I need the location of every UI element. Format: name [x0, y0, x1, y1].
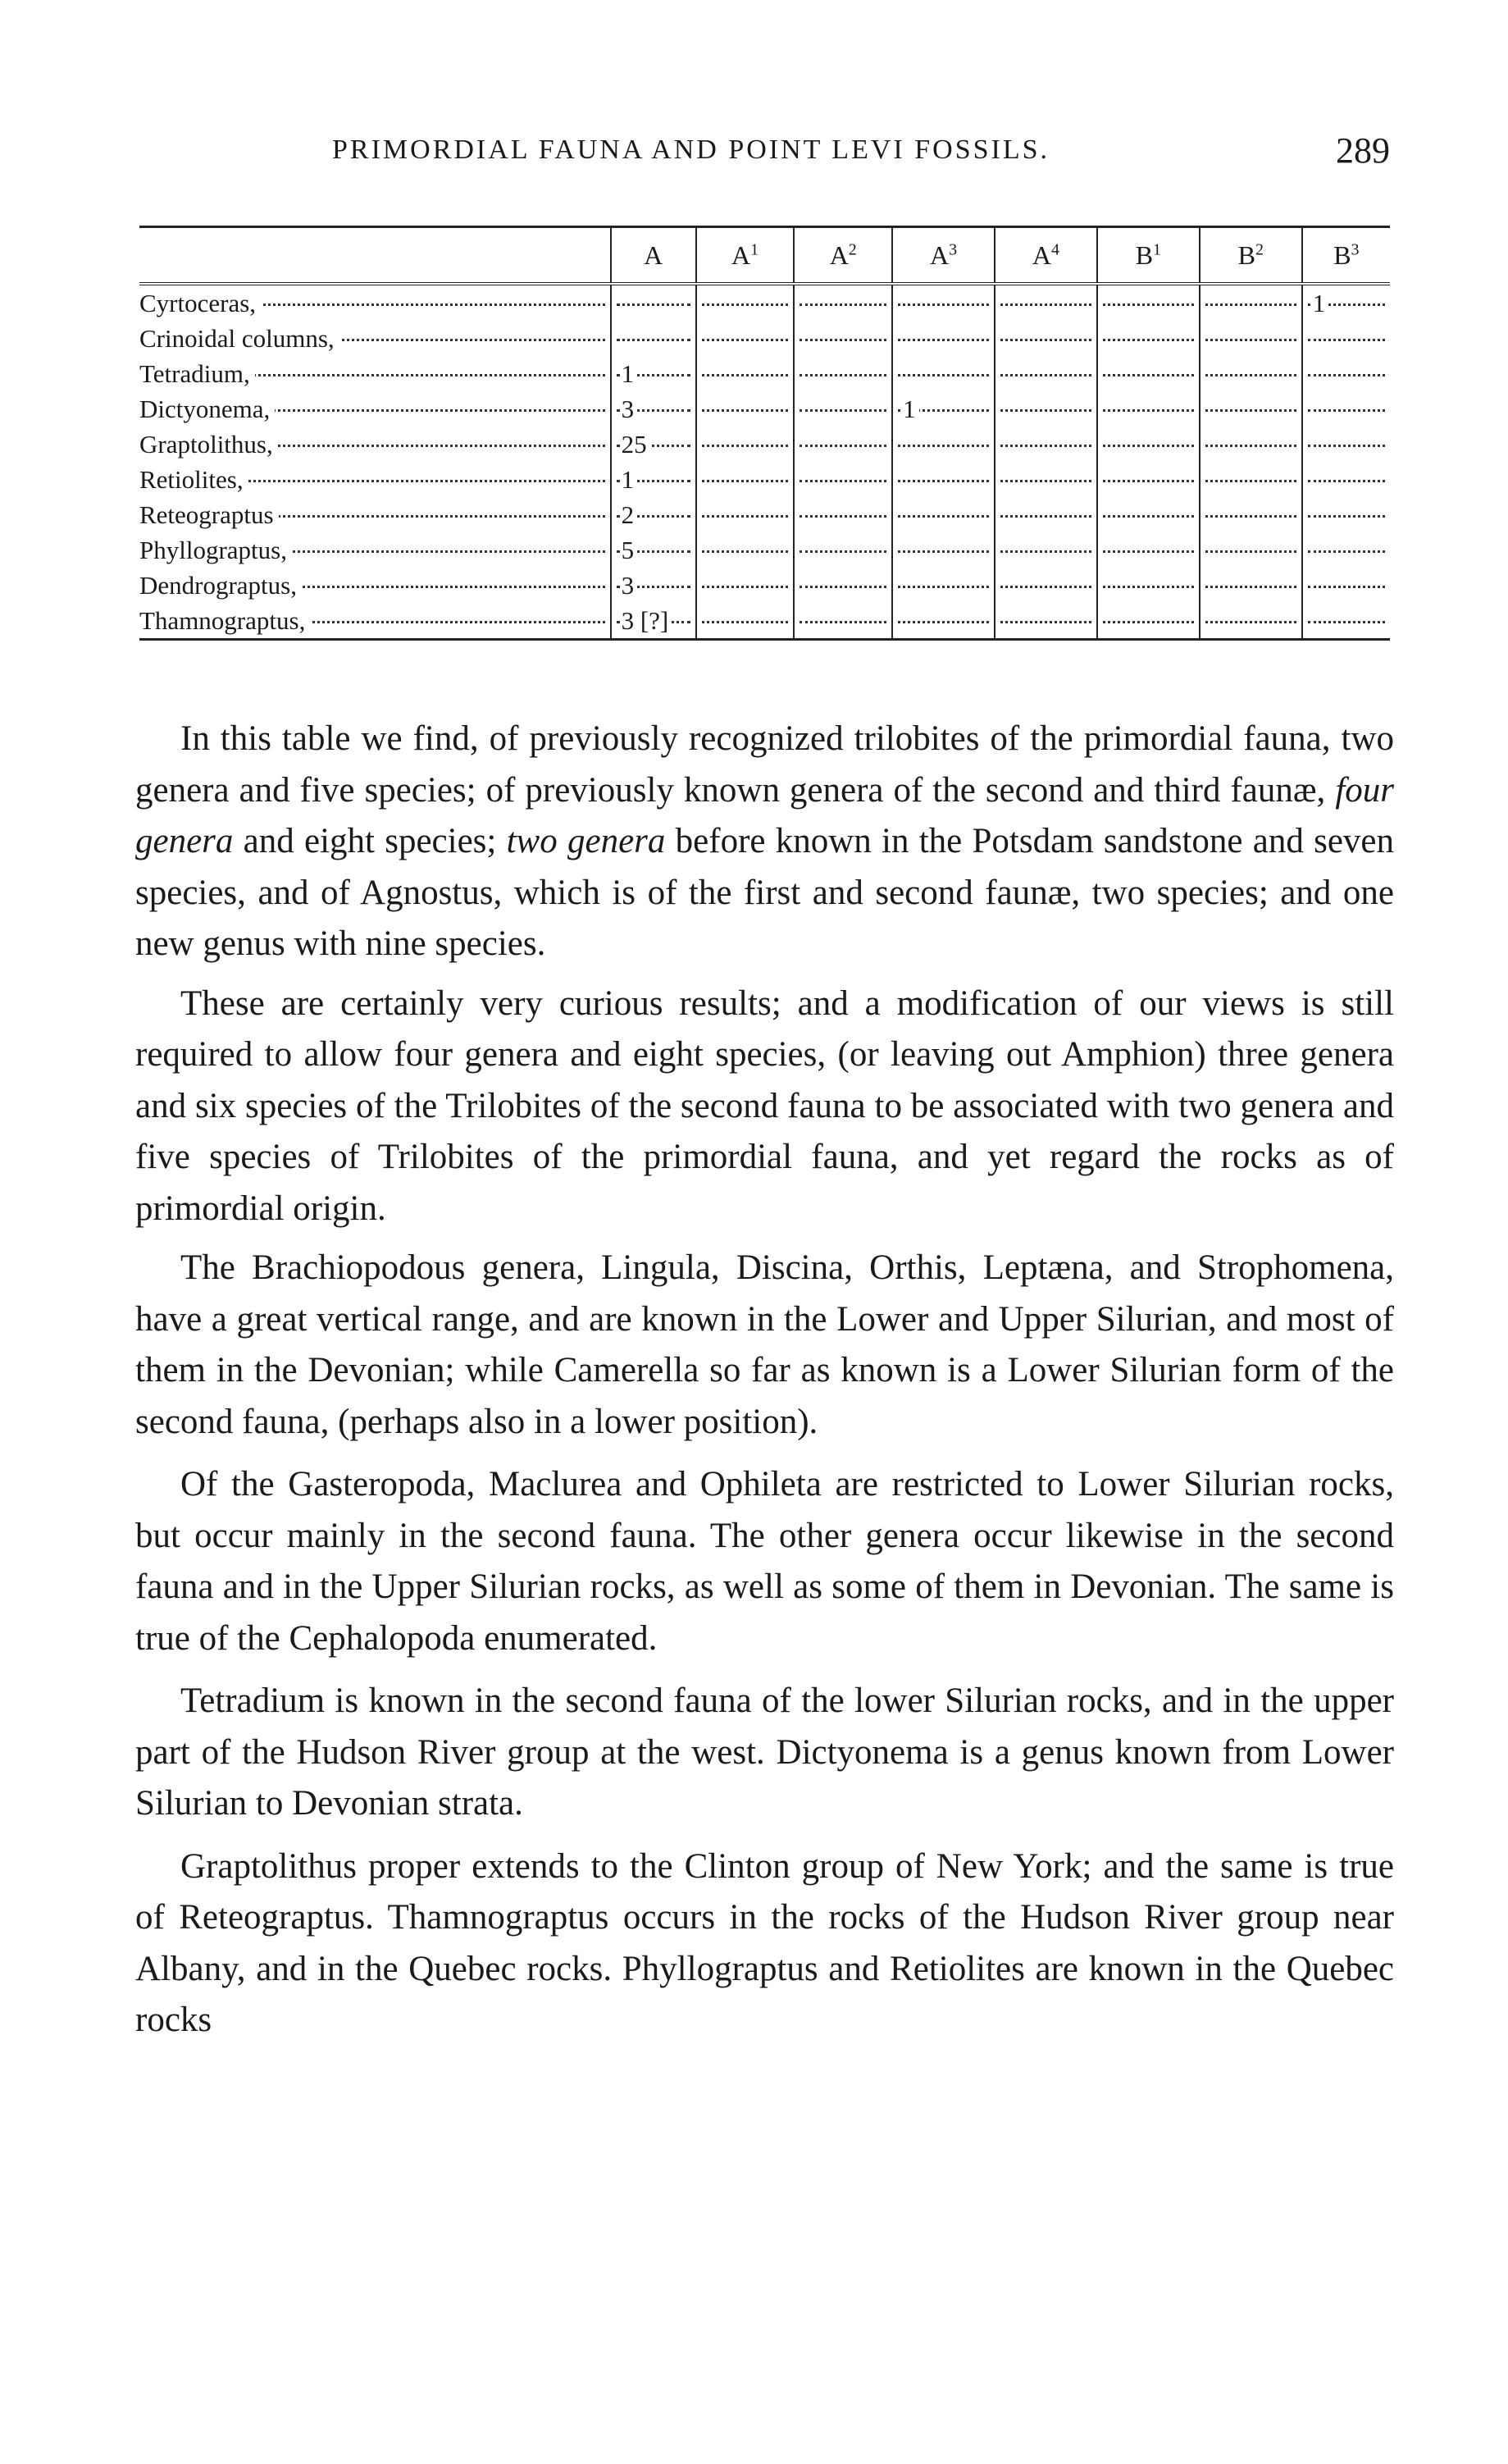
count-cell — [995, 284, 1097, 321]
count-cell — [696, 356, 795, 391]
count-cell — [1200, 532, 1302, 568]
dot-leader — [800, 445, 886, 447]
fossil-name-cell — [139, 356, 611, 391]
count-cell — [794, 497, 892, 532]
dot-leader — [1103, 515, 1194, 518]
count-cell — [892, 284, 995, 321]
dot-leader — [1103, 480, 1194, 482]
text-run: These are certainly very curious results; and a modification of our views is still required to allow four genera and eight species, (or leaving out Amphion) three genera and six species of the Trilobites of the second fauna to be associated with two genera and five species of Trilobites of the primordial fauna, and yet regard the rocks as of primordial origin. — [135, 983, 1394, 1228]
dot-leader — [1205, 374, 1296, 376]
count-cell — [892, 462, 995, 497]
count-cell — [794, 391, 892, 427]
count-cell — [995, 568, 1097, 603]
table-row — [139, 321, 1390, 356]
table-row — [139, 284, 1390, 321]
count-cell — [995, 391, 1097, 427]
column-header-base: A — [644, 240, 663, 270]
dot-leader — [702, 445, 789, 447]
dot-leader — [1308, 445, 1385, 447]
count-cell — [1302, 391, 1390, 427]
column-header-sup: 3 — [1351, 240, 1360, 258]
italic-text: two genera — [506, 822, 666, 860]
dot-leader — [1205, 445, 1296, 447]
column-header — [696, 227, 795, 285]
count-cell — [794, 356, 892, 391]
dot-leader — [1205, 550, 1296, 553]
count-cell — [892, 427, 995, 462]
dot-leader — [898, 586, 989, 588]
text-run: before known in the Potsdam sandstone and seven species, and of Agnostus, which is of the first and second faunæ, two species; and one new genus with nine species. — [135, 822, 1394, 963]
dot-leader — [1000, 586, 1091, 588]
count-cell — [1200, 497, 1302, 532]
fossil-name-cell — [139, 603, 611, 640]
count-value: 1 — [622, 465, 638, 494]
count-value: 25 — [622, 430, 650, 459]
table — [139, 226, 1390, 641]
dot-leader — [1308, 515, 1385, 518]
table-row — [139, 603, 1390, 640]
dot-leader — [702, 586, 789, 588]
text-run: Tetradium is known in the second fauna of the lower Silurian rocks, and in the upper part of the Hudson River group at the west. Dictyonema is a genus known from Lower Silurian to Devonian strata. — [135, 1681, 1394, 1823]
fossil-name-cell — [139, 568, 611, 603]
paragraph — [135, 1459, 1394, 1664]
fossil-name: Retiolites, — [139, 465, 248, 494]
count-cell — [892, 497, 995, 532]
column-header-sup: 3 — [949, 240, 958, 258]
count-cell — [995, 321, 1097, 356]
count-cell — [1302, 532, 1390, 568]
column-header-sup: 2 — [848, 240, 857, 258]
dot-leader — [1308, 586, 1385, 588]
count-cell — [611, 497, 696, 532]
fossil-name-cell — [139, 321, 611, 356]
count-cell — [995, 532, 1097, 568]
dot-leader — [702, 550, 789, 553]
fossil-name: Crinoidal columns, — [139, 324, 339, 353]
count-cell — [794, 568, 892, 603]
count-cell — [892, 356, 995, 391]
dot-leader — [702, 409, 789, 412]
table-row — [139, 427, 1390, 462]
dot-leader — [800, 303, 886, 306]
count-cell — [1200, 427, 1302, 462]
dot-leader — [1308, 480, 1385, 482]
column-header — [995, 227, 1097, 285]
dot-leader — [800, 339, 886, 341]
dot-leader — [1308, 550, 1385, 553]
count-cell — [1200, 603, 1302, 640]
page-number: 289 — [1336, 130, 1390, 171]
count-cell — [611, 391, 696, 427]
italic-text: four genera — [135, 770, 1394, 860]
fossil-name-cell — [139, 462, 611, 497]
count-cell — [892, 321, 995, 356]
count-cell — [696, 568, 795, 603]
count-cell — [1097, 391, 1200, 427]
column-header-base: A — [829, 240, 849, 270]
dot-leader — [617, 339, 690, 341]
fossil-name: Graptolithus, — [139, 430, 278, 459]
count-cell — [696, 532, 795, 568]
count-cell — [794, 603, 892, 640]
count-cell — [1302, 462, 1390, 497]
count-cell — [1097, 284, 1200, 321]
dot-leader — [702, 621, 789, 623]
count-cell — [794, 321, 892, 356]
fossil-distribution-table — [139, 226, 1390, 641]
dot-leader — [1205, 339, 1296, 341]
count-cell — [995, 497, 1097, 532]
dot-leader — [1000, 550, 1091, 553]
fossil-name: Reteograptus — [139, 500, 279, 529]
dot-leader — [1103, 374, 1194, 376]
dot-leader — [1308, 374, 1385, 376]
column-header-sup: 1 — [750, 240, 759, 258]
dot-leader — [1205, 586, 1296, 588]
dot-leader — [898, 374, 989, 376]
column-header-sup: 1 — [1153, 240, 1162, 258]
count-cell — [611, 427, 696, 462]
fossil-name-cell — [139, 427, 611, 462]
text-run: The Brachiopodous genera, Lingula, Discina, Orthis, Leptæna, and Strophomena, have a great vertical range, and are known in the Lower and Upper Silurian, and most of them in the Devonian; while Camerella so far as known is a Lower Silurian form of the second fauna, (perhaps also in a lower position). — [135, 1248, 1394, 1441]
count-cell — [1302, 427, 1390, 462]
column-header — [1097, 227, 1200, 285]
column-header — [1200, 227, 1302, 285]
count-cell — [611, 321, 696, 356]
fossil-name: Dendrograptus, — [139, 571, 302, 600]
table-header-blank — [139, 227, 611, 285]
count-cell — [1097, 532, 1200, 568]
column-header — [892, 227, 995, 285]
dot-leader — [1000, 303, 1091, 306]
count-cell — [794, 532, 892, 568]
dot-leader — [898, 621, 989, 623]
dot-leader — [1205, 303, 1296, 306]
count-cell — [1200, 391, 1302, 427]
column-header — [794, 227, 892, 285]
dot-leader — [1000, 515, 1091, 518]
dot-leader — [898, 480, 989, 482]
dot-leader — [617, 303, 690, 306]
count-cell — [696, 497, 795, 532]
fossil-name: Tetradium, — [139, 359, 255, 388]
count-cell — [611, 356, 696, 391]
count-cell — [696, 391, 795, 427]
dot-leader — [800, 480, 886, 482]
count-cell — [995, 462, 1097, 497]
count-value: 3 — [622, 395, 638, 423]
dot-leader — [800, 621, 886, 623]
dot-leader — [702, 339, 789, 341]
dot-leader — [1205, 515, 1296, 518]
count-cell — [1302, 321, 1390, 356]
count-cell — [1200, 356, 1302, 391]
dot-leader — [702, 303, 789, 306]
column-header-base: A — [929, 240, 950, 270]
column-header-base: A — [731, 240, 751, 270]
fossil-name: Dictyonema, — [139, 395, 275, 423]
count-cell — [1302, 284, 1390, 321]
column-header-base: B — [1135, 240, 1154, 270]
fossil-name-cell — [139, 284, 611, 321]
count-cell — [696, 427, 795, 462]
count-cell — [611, 462, 696, 497]
dot-leader — [1103, 409, 1194, 412]
count-cell — [1302, 497, 1390, 532]
count-value: 1 — [622, 359, 638, 388]
count-value: 1 — [1313, 289, 1329, 317]
text-run: Of the Gasteropoda, Maclurea and Ophileta are restricted to Lower Silurian rocks, but occur mainly in the second fauna. The other genera occur likewise in the second fauna and in the Upper Silurian rocks, as well as some of them in Devonian. The same is true of the Cephalopoda enumerated. — [135, 1465, 1394, 1658]
fossil-name-cell — [139, 391, 611, 427]
page-header — [135, 130, 1390, 179]
count-cell — [995, 603, 1097, 640]
dot-leader — [898, 515, 989, 518]
count-cell — [696, 603, 795, 640]
paragraph — [135, 714, 1394, 970]
dot-leader — [1103, 445, 1194, 447]
count-cell — [1200, 284, 1302, 321]
count-cell — [892, 568, 995, 603]
count-cell — [1097, 356, 1200, 391]
table-row — [139, 462, 1390, 497]
count-cell — [611, 603, 696, 640]
dot-leader — [1000, 409, 1091, 412]
paragraph — [135, 1841, 1394, 2046]
table-header-row — [139, 227, 1390, 285]
count-cell — [1302, 603, 1390, 640]
column-header-base: B — [1237, 240, 1255, 270]
dot-leader — [898, 550, 989, 553]
count-cell — [1302, 356, 1390, 391]
count-cell — [1200, 321, 1302, 356]
dot-leader — [898, 303, 989, 306]
dot-leader — [1103, 621, 1194, 623]
dot-leader — [1103, 550, 1194, 553]
count-cell — [794, 427, 892, 462]
count-cell — [1097, 603, 1200, 640]
count-cell — [892, 391, 995, 427]
table-row — [139, 532, 1390, 568]
column-header — [1302, 227, 1390, 285]
paragraph — [135, 979, 1394, 1235]
count-cell — [1200, 462, 1302, 497]
count-cell — [995, 356, 1097, 391]
fossil-name: Phyllograptus, — [139, 536, 292, 564]
column-header — [611, 227, 696, 285]
body-text — [135, 714, 1394, 2055]
dot-leader — [898, 445, 989, 447]
dot-leader — [702, 374, 789, 376]
count-value: 5 — [622, 536, 638, 564]
count-cell — [1097, 427, 1200, 462]
text-run: and eight species; — [233, 822, 507, 860]
dot-leader — [702, 515, 789, 518]
dot-leader — [1103, 303, 1194, 306]
count-cell — [611, 568, 696, 603]
dot-leader — [800, 550, 886, 553]
count-value: 3 [?] — [622, 606, 672, 635]
column-header-base: A — [1032, 240, 1051, 270]
count-cell — [1097, 568, 1200, 603]
table-row — [139, 568, 1390, 603]
count-cell — [1097, 321, 1200, 356]
dot-leader — [1308, 409, 1385, 412]
dot-leader — [1205, 480, 1296, 482]
dot-leader — [1000, 445, 1091, 447]
dot-leader — [1000, 374, 1091, 376]
column-header-base: B — [1333, 240, 1351, 270]
count-cell — [611, 284, 696, 321]
count-cell — [995, 427, 1097, 462]
dot-leader — [1205, 621, 1296, 623]
dot-leader — [1205, 409, 1296, 412]
count-cell — [696, 462, 795, 497]
table-row — [139, 391, 1390, 427]
fossil-name-cell — [139, 497, 611, 532]
paragraph — [135, 1676, 1394, 1830]
fossil-name-cell — [139, 532, 611, 568]
count-cell — [892, 603, 995, 640]
fossil-name: Cyrtoceras, — [139, 289, 261, 317]
count-cell — [611, 532, 696, 568]
count-value: 2 — [622, 500, 638, 529]
table-row — [139, 356, 1390, 391]
count-cell — [1097, 497, 1200, 532]
count-cell — [1200, 568, 1302, 603]
dot-leader — [1103, 586, 1194, 588]
dot-leader — [1103, 339, 1194, 341]
dot-leader — [1000, 621, 1091, 623]
dot-leader — [800, 515, 886, 518]
count-cell — [1097, 462, 1200, 497]
dot-leader — [702, 480, 789, 482]
count-value: 1 — [903, 395, 919, 423]
column-header-sup: 2 — [1255, 240, 1264, 258]
column-header-sup: 4 — [1051, 240, 1059, 258]
count-cell — [892, 532, 995, 568]
fossil-name: Thamnograptus, — [139, 606, 310, 635]
count-cell — [696, 284, 795, 321]
dot-leader — [1000, 339, 1091, 341]
dot-leader — [800, 374, 886, 376]
text-run: In this table we find, of previously recognized trilobites of the primordial fauna, two genera and five species; of previously known genera of the second and third faunæ, — [135, 719, 1394, 810]
count-cell — [1302, 568, 1390, 603]
dot-leader — [1308, 339, 1385, 341]
dot-leader — [800, 409, 886, 412]
count-value: 3 — [622, 571, 638, 600]
dot-leader — [1308, 621, 1385, 623]
dot-leader — [1000, 480, 1091, 482]
dot-leader — [800, 586, 886, 588]
running-title: PRIMORDIAL FAUNA AND POINT LEVI FOSSILS. — [332, 135, 1050, 165]
count-cell — [794, 284, 892, 321]
table-row — [139, 497, 1390, 532]
dot-leader — [898, 339, 989, 341]
paragraph — [135, 1243, 1394, 1448]
count-cell — [794, 462, 892, 497]
count-cell — [696, 321, 795, 356]
text-run: Graptolithus proper extends to the Clinton group of New York; and the same is true of Reteograptus. Thamnograptus occurs in the rocks of the Hudson River group near Albany, and in the Quebec rocks. Phyllograptus and Retiolites are known in the Quebec rocks — [135, 1846, 1394, 2039]
